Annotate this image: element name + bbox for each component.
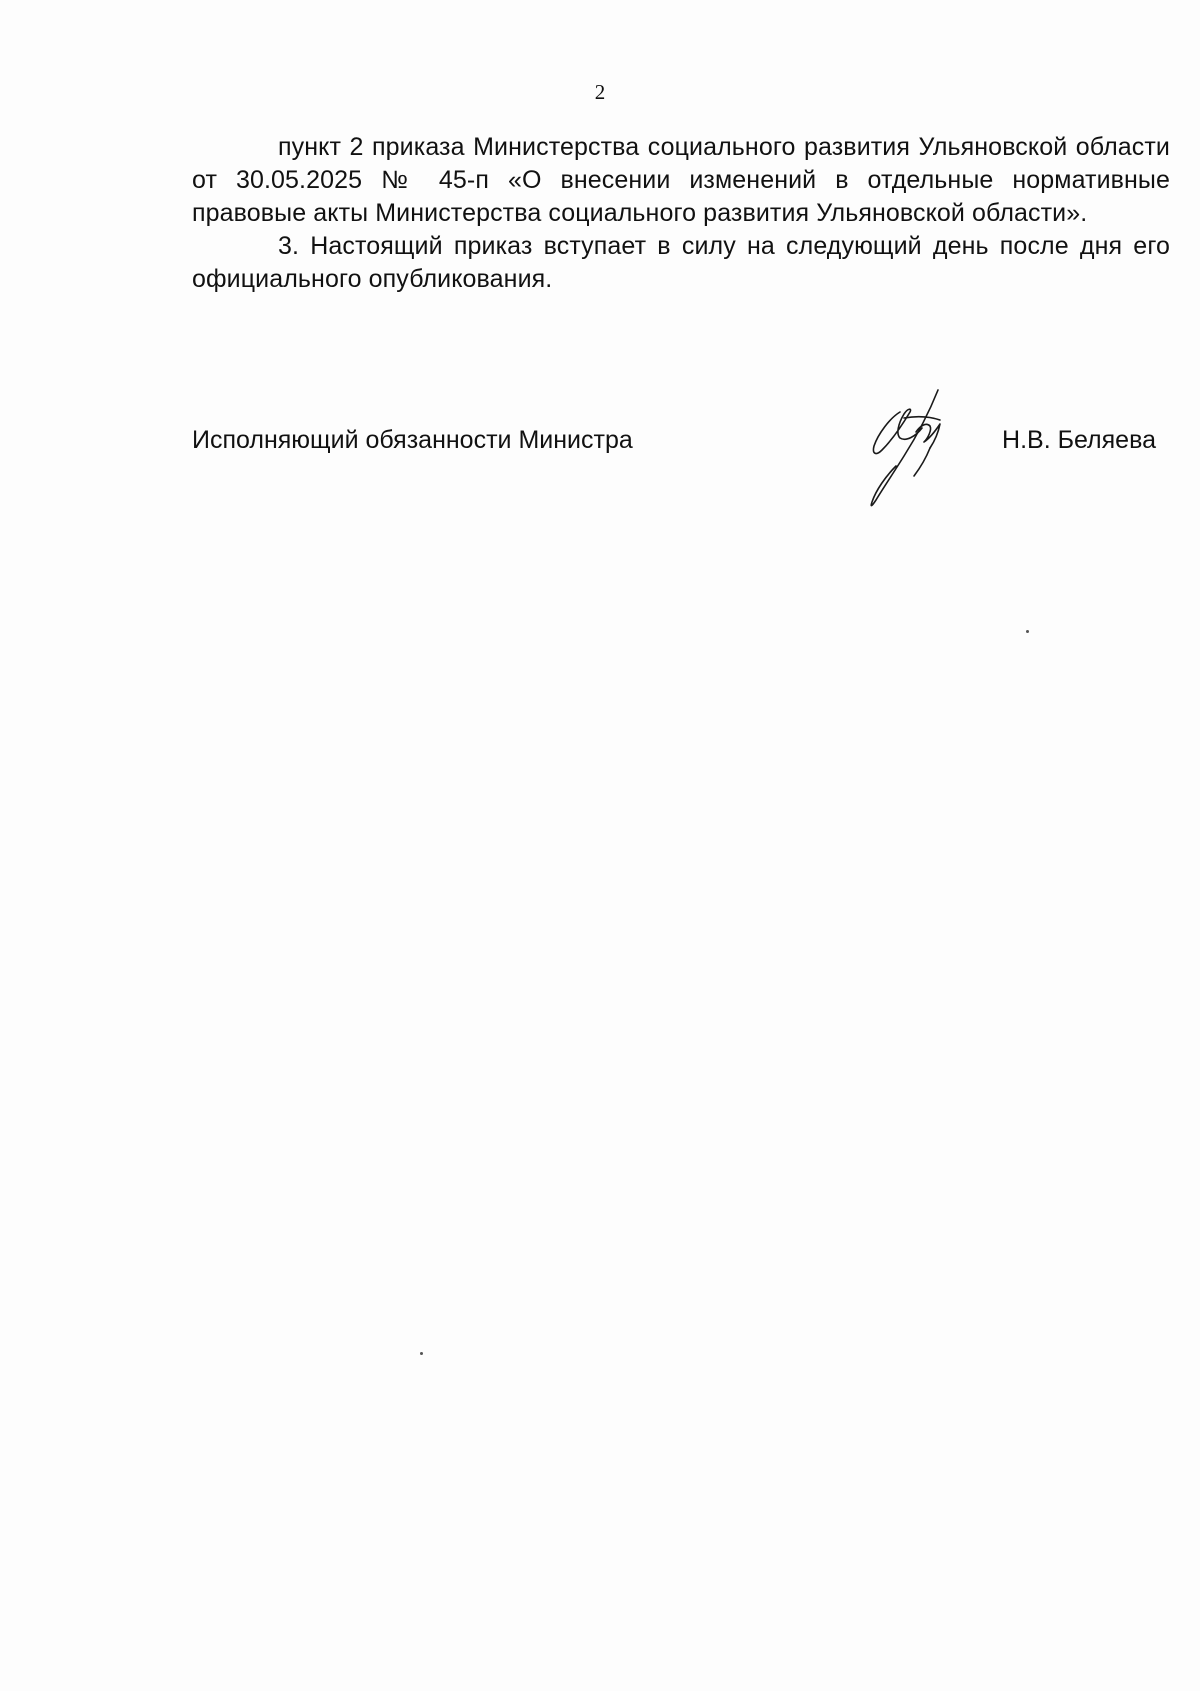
paragraph-2: 3. Настоящий приказ вступает в силу на следующий день после дня его официального опубликования.	[192, 232, 1170, 293]
signatory-title: Исполняющий обязанности Министра	[192, 426, 633, 454]
signature-block	[192, 424, 1156, 464]
document-body	[192, 131, 1170, 296]
signatory-name: Н.В. Беляева	[1002, 426, 1156, 454]
scan-speck	[420, 1352, 423, 1355]
handwritten-signature	[860, 382, 970, 512]
scan-speck	[1026, 630, 1029, 633]
paragraph-1: пункт 2 приказа Министерства социального развития Ульяновской области от 30.05.2025 № 45-п «О внесении изменений в отдельные нормативные правовые акты Министерства социального развития Ульяновской области».	[192, 133, 1170, 227]
page-number: 2	[594, 80, 606, 104]
